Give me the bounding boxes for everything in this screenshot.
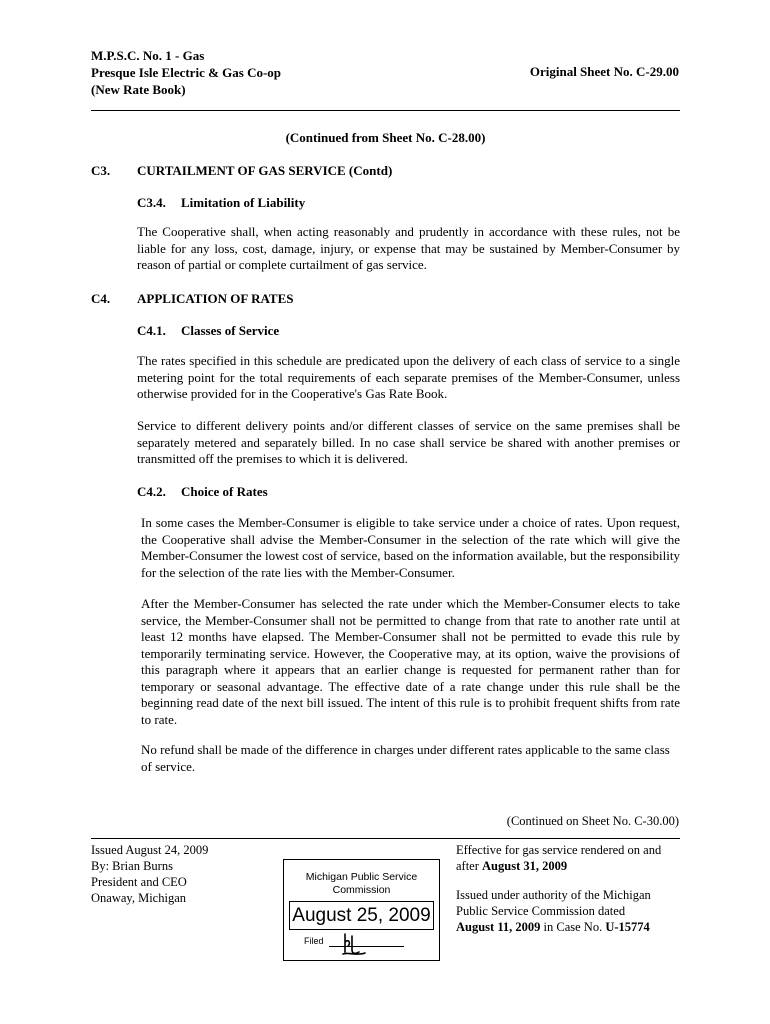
effective-date-line: [456, 858, 661, 874]
paragraph-no-refund: No refund shall be made of the difference in charges under different rates applicable to the same class of service.: [141, 742, 670, 774]
issuer-location: Onaway, Michigan: [91, 891, 186, 905]
commission-stamp: [283, 859, 440, 961]
continued-from-label: (Continued from Sheet No. C-28.00): [285, 130, 486, 145]
section-c3-number: C3.: [91, 163, 111, 178]
authority-date-line: [456, 919, 661, 935]
authority-date: August 11, 2009: [456, 920, 541, 934]
signature-initials: [339, 930, 369, 960]
paragraph-limitation-of-liability: The Cooperative shall, when acting reasonably and prudently in accordance with these rules, not be liable for any loss, cost, damage, injury, or expense that may be sustained by Member-Consumer by reason of partial or complete curtailment of gas service.: [137, 224, 680, 272]
section-c4-2-number: C4.2.: [137, 484, 166, 499]
section-c4-1-number: C4.1.: [137, 323, 166, 338]
paragraph-classes-of-service-2: Service to different delivery points and/or different classes of service on the same premises shall be separately metered and separately billed. In no case shall service be shared with another premises or transmitted off the premises to which it is delivered.: [137, 418, 680, 466]
header-mpsc-number: M.P.S.C. No. 1 - Gas: [91, 48, 205, 63]
document-header: [91, 47, 281, 98]
case-number: U-15774: [605, 920, 650, 934]
effective-date: August 31, 2009: [482, 859, 568, 873]
effective-after: after: [456, 859, 479, 873]
stamp-filed-label: Filed: [304, 936, 324, 946]
section-c4-1-title: Classes of Service: [181, 323, 280, 338]
footer-divider: [91, 838, 680, 839]
section-c4-2-title: Choice of Rates: [181, 484, 268, 499]
section-c4-title: APPLICATION OF RATES: [137, 291, 294, 306]
authority-in-case: in Case No.: [543, 920, 603, 934]
header-company-name: Presque Isle Electric & Gas Co-op: [91, 65, 282, 80]
section-c3-4-number: C3.4.: [137, 195, 166, 210]
authority-line1: Issued under authority of the Michigan: [456, 888, 651, 902]
footer-effective-block: [456, 842, 661, 935]
stamp-date: August 25, 2009: [289, 901, 434, 930]
paragraph-choice-of-rates-1: In some cases the Member-Consumer is eligible to take service under a choice of rates. Upon request, the Cooperative shall advise the Member-Consumer in the selection of the rate which will give the Member-Consumer the lowest cost of service, based on the information available, but the responsibility for the selection of the rate lies with the Member-Consumer.: [141, 515, 680, 580]
footer-issuer-block: [91, 842, 208, 906]
section-c4-number: C4.: [91, 291, 111, 306]
continued-on-label: (Continued on Sheet No. C-30.00): [506, 814, 679, 828]
authority-line2: Public Service Commission dated: [456, 904, 626, 918]
stamp-title-line1: Michigan Public Service: [305, 871, 418, 883]
paragraph-classes-of-service-1: The rates specified in this schedule are predicated upon the delivery of each class of service to a single metering point for the total requirements of each separate premises of the Member-Consumer, unless otherwise provided for in the Cooperative's Gas Rate Book.: [137, 353, 680, 401]
stamp-title: [284, 871, 439, 897]
paragraph-choice-of-rates-2: After the Member-Consumer has selected the rate under which the Member-Consumer elects to take service, the Member-Consumer shall not be permitted to change from that rate to another rate until at least 12 months have elapsed. The Member-Consumer shall not be permitted to evade this rule by temporarily terminating service. However, the Cooperative may, at its option, waive the provisions of this paragraph where it appears that an earlier change is requested for permanent rather than for temporary or seasonal advantage. The effective date of a rate change under this rule shall be the beginning read date of the next bill issued. The intent of this rule is to prohibit frequent shifts from rate to rate.: [141, 596, 680, 727]
section-c3-title: CURTAILMENT OF GAS SERVICE (Contd): [137, 163, 393, 178]
issuer-title: President and CEO: [91, 875, 187, 889]
section-c3-4-title: Limitation of Liability: [181, 195, 306, 210]
effective-text: Effective for gas service rendered on and: [456, 843, 662, 857]
header-sheet-number: Original Sheet No. C-29.00: [529, 64, 679, 79]
issued-date: Issued August 24, 2009: [91, 843, 209, 857]
issued-by: By: Brian Burns: [91, 859, 173, 873]
header-divider: [91, 110, 680, 111]
stamp-title-line2: Commission: [332, 884, 391, 896]
header-rate-book: (New Rate Book): [91, 82, 186, 97]
